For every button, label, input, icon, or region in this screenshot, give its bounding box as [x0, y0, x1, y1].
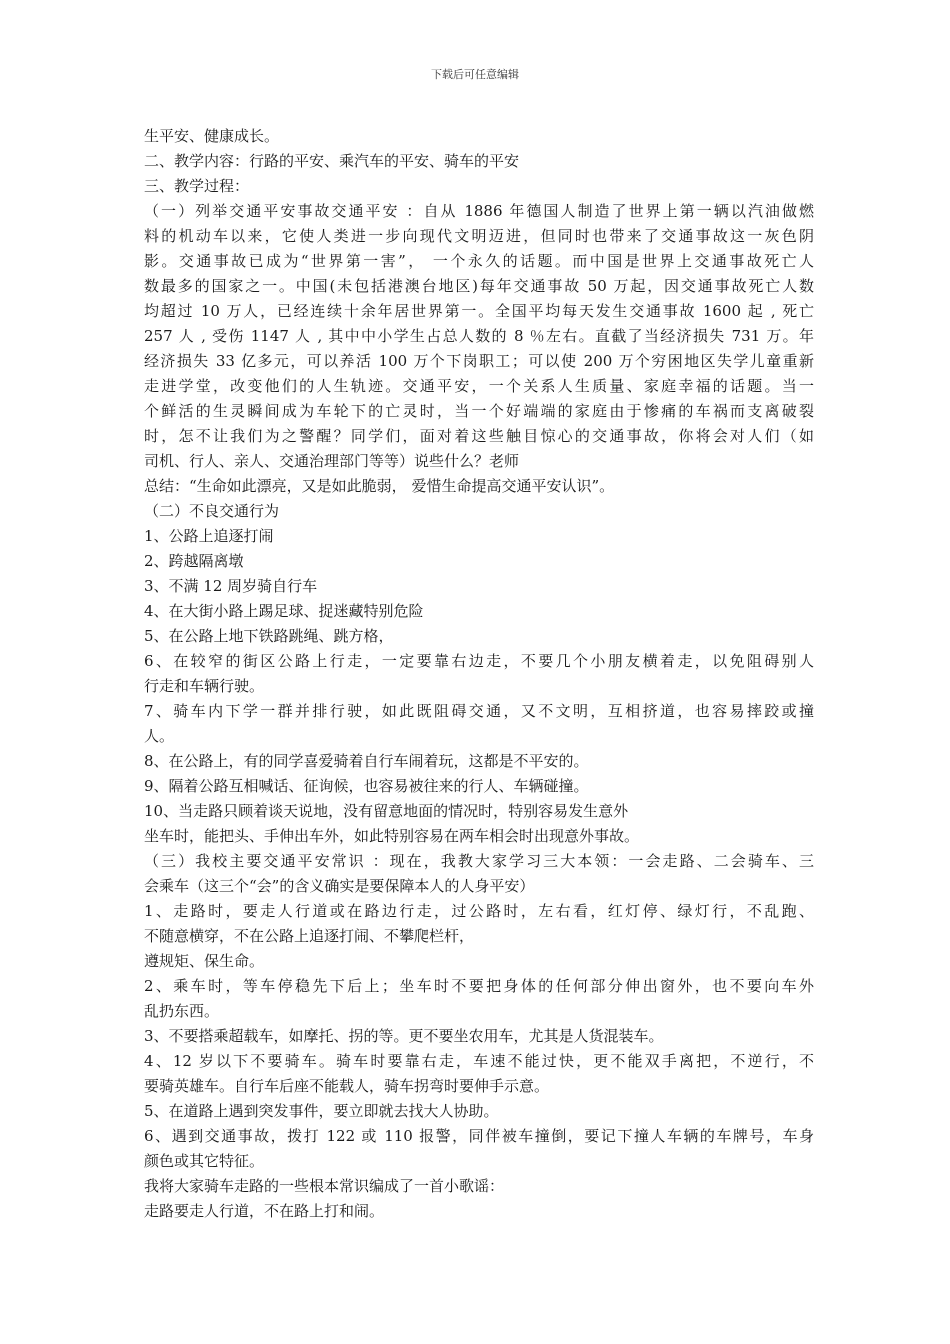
text-line: 要骑英雄车。自行车后座不能载人，骑车拐弯时要伸手示意。 — [144, 1077, 550, 1095]
text-line: 时，怎不让我们为之警醒？同学们，面对着这些触目惊心的交通事故，你将会对人们（如 — [144, 427, 814, 445]
text-line: 我将大家骑车走路的一些根本常识编成了一首小歌谣： — [144, 1177, 505, 1195]
text-line: 9、隔着公路互相喊话、征询候，也容易被往来的行人、车辆碰撞。 — [144, 777, 589, 795]
text-line: 数最多的国家之一。中国(未包括港澳台地区)每年交通事故 50 万起，因交通事故死亡人数 — [144, 277, 814, 295]
text-line: 1、走路时，要走人行道或在路边行走，过公路时，左右看，红灯停、绿灯行，不乱跑、 — [144, 902, 814, 920]
text-line: 10、当走路只顾着谈天说地，没有留意地面的情况时，特别容易发生意外 — [144, 802, 629, 820]
text-line: 2、跨越隔离墩 — [144, 552, 244, 570]
text-line: （一）列举交通平安事故交通平安 ：自从 1886 年德国人制造了世界上第一辆以汽油做燃 — [144, 202, 814, 220]
text-line: 料的机动车以来，它使人类进一步向现代文明迈进，但同时也带来了交通事故这一灰色阴 — [144, 227, 814, 245]
text-line: 8、在公路上，有的同学喜爱骑着自行车闹着玩，这都是不平安的。 — [144, 752, 589, 770]
text-line: 6、遇到交通事故，拨打 122 或 110 报警，同伴被车撞倒，要记下撞人车辆的车牌号，车身 — [144, 1127, 814, 1145]
text-line: 不随意横穿，不在公路上追逐打闹、不攀爬栏杆， — [144, 927, 475, 945]
text-line: 5、在公路上地下铁路跳绳、跳方格， — [144, 627, 394, 645]
text-line: 会乘车（这三个“会”的含义确实是要保障本人的人身平安） — [144, 877, 535, 895]
text-line: 影。交通事故已成为“世界第一害”， 一个永久的话题。而中国是世界上交通事故死亡人 — [144, 252, 814, 270]
page-header: 下载后可任意编辑 — [431, 68, 519, 81]
text-line: 颜色或其它特征。 — [144, 1152, 265, 1170]
text-line: 4、12 岁以下不要骑车。骑车时要靠右走，车速不能过快，更不能双手离把，不逆行，不 — [144, 1052, 814, 1070]
text-line: 5、在道路上遇到突发事件，要立即就去找大人协助。 — [144, 1102, 499, 1120]
text-line: 4、在大街小路上踢足球、捉迷藏特别危险 — [144, 602, 424, 620]
text-line: （三）我校主要交通平安常识 ：现在，我教大家学习三大本领：一会走路、二会骑车、三 — [144, 852, 814, 870]
text-line: 生平安、健康成长。 — [144, 127, 280, 145]
text-line: 人。 — [144, 727, 175, 745]
text-line: 经济损失 33 亿多元，可以养活 100 万个下岗职工；可以使 200 万个穷困地区失学儿童重新 — [144, 352, 814, 370]
text-line: 3、不满 12 周岁骑自行车 — [144, 577, 318, 595]
text-line: （二）不良交通行为 — [144, 502, 280, 520]
text-line: 6、在较窄的街区公路上行走，一定要靠右边走，不要几个小朋友横着走，以免阻碍别人 — [144, 652, 814, 670]
text-line: 三、教学过程： — [144, 177, 250, 195]
text-line: 行走和车辆行驶。 — [144, 677, 265, 695]
text-line: 遵规矩、保生命。 — [144, 952, 265, 970]
text-line: 走进学堂，改变他们的人生轨迹。交通平安，一个关系人生质量、家庭幸福的话题。当一 — [144, 377, 814, 395]
text-line: 7、骑车内下学一群并排行驶，如此既阻碍交通，又不文明，互相挤道，也容易摔跤或撞 — [144, 702, 814, 720]
text-line: 司机、行人、亲人、交通治理部门等等）说些什么？老师 — [144, 452, 520, 470]
text-line: 总结：“生命如此漂亮，又是如此脆弱， 爱惜生命提高交通平安认识”。 — [144, 477, 615, 495]
text-line: 257 人 , 受伤 1147 人 , 其中中小学生占总人数的 8 ％左右。直截了当经济损失 731 万。年 — [144, 327, 814, 345]
text-line: 3、不要搭乘超载车，如摩托、拐的等。更不要坐农用车，尤其是人货混装车。 — [144, 1027, 664, 1045]
text-line: 坐车时，能把头、手伸出车外，如此特别容易在两车相会时出现意外事故。 — [144, 827, 640, 845]
document-body — [144, 124, 814, 1224]
text-line: 个鲜活的生灵瞬间成为车轮下的亡灵时，当一个好端端的家庭由于惨痛的车祸而支离破裂 — [144, 402, 814, 420]
text-line: 二、教学内容：行路的平安、乘汽车的平安、骑车的平安 — [144, 152, 520, 170]
text-line: 乱扔东西。 — [144, 1002, 220, 1020]
text-line: 1、公路上追逐打闹 — [144, 527, 274, 545]
text-line: 走路要走人行道，不在路上打和闹。 — [144, 1202, 385, 1220]
text-line: 均超过 10 万人，已经连续十余年居世界第一。全国平均每天发生交通事故 1600 起 , 死亡 — [144, 302, 814, 320]
text-line: 2、乘车时，等车停稳先下后上；坐车时不要把身体的任何部分伸出窗外，也不要向车外 — [144, 977, 814, 995]
